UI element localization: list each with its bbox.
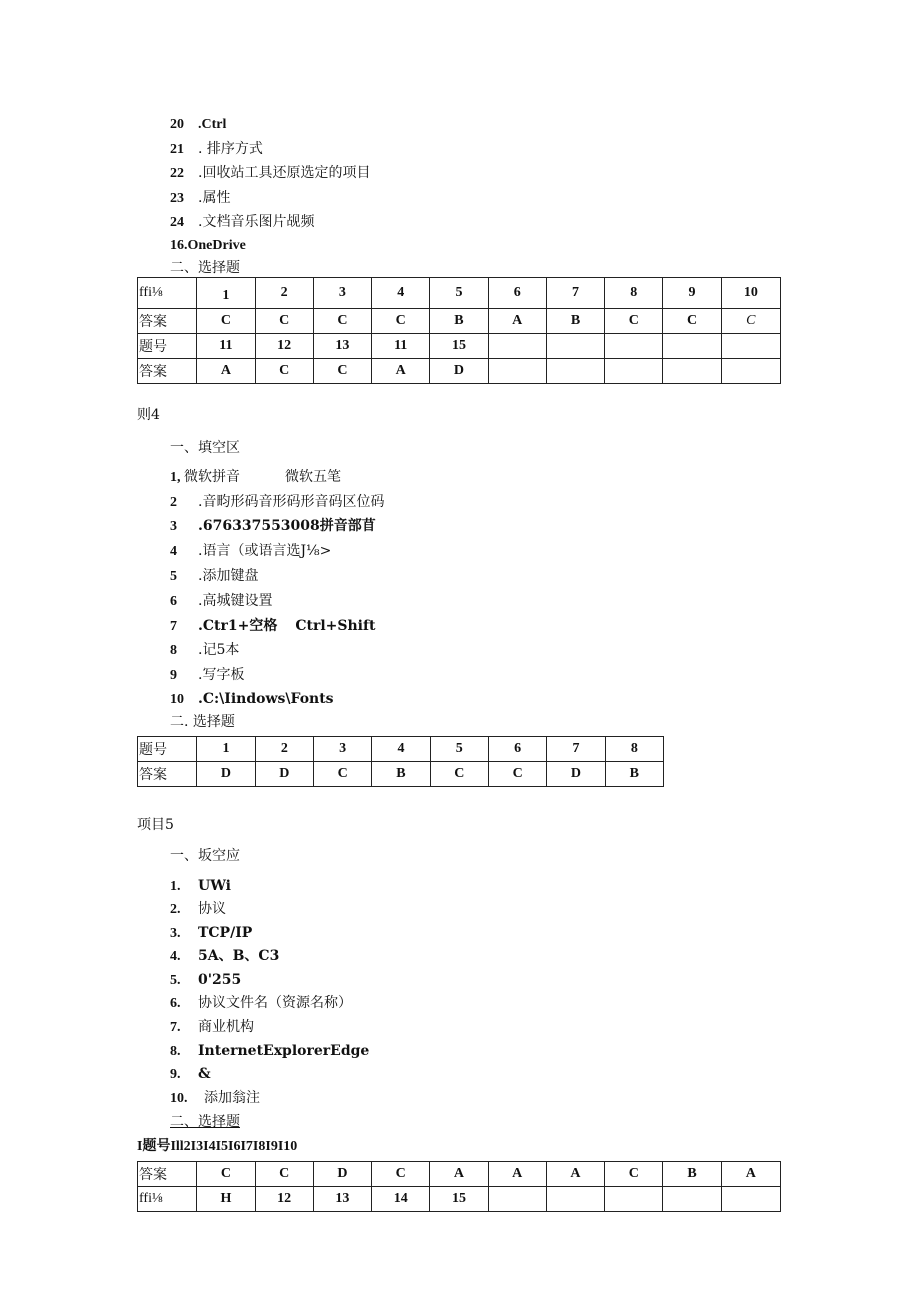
table-cell: 14 (372, 1187, 430, 1212)
table-cell: 7 (547, 737, 605, 762)
table-cell: B (430, 309, 488, 334)
item-text: .音畇形码音形码形音码区位码 (198, 494, 385, 510)
item-number: 5 (170, 569, 177, 584)
table-cell: C (197, 1162, 255, 1187)
table-row (138, 309, 781, 334)
tail-item-24 (170, 213, 314, 232)
item-number: 1. (170, 879, 181, 894)
ze4-item-5 (170, 567, 258, 586)
s5-item-3 (170, 924, 252, 943)
item-text: .写字板 (198, 667, 245, 683)
item-text: .添加键盘 (198, 568, 259, 584)
s5-item-2 (170, 900, 226, 919)
table-cell: C (313, 762, 371, 787)
item-text: 添加翁注 (204, 1090, 260, 1106)
table-cell: A (488, 1162, 546, 1187)
item-text: 协议文件名（资源名称） (198, 995, 352, 1011)
s5-item-9 (170, 1065, 211, 1084)
table-cell: 7 (546, 278, 604, 309)
item-text: .Ctrl (198, 117, 227, 132)
item-text: . 排序方式 (198, 141, 263, 157)
table-cell: 2 (255, 278, 313, 309)
item-number: 7. (170, 1020, 181, 1035)
ze4-item-7 (170, 617, 375, 636)
table-cell: 1 (197, 278, 255, 309)
table-cell: 13 (313, 334, 371, 359)
item-text: UWi (198, 878, 232, 894)
section-title: 则4 (137, 407, 160, 423)
table-cell (663, 334, 721, 359)
fill-heading: 一、填空区 (170, 440, 240, 456)
table-row (138, 737, 664, 762)
table-cell: C (721, 309, 780, 334)
item-number: 22 (170, 166, 184, 181)
table-cell (546, 1187, 604, 1212)
row-label: 题号 (138, 737, 197, 762)
tail-item-22 (170, 164, 370, 183)
item-number: 4 (170, 544, 177, 559)
ze4-item-4 (170, 542, 331, 561)
item-text: .回收站工具还原选定的项目 (198, 165, 371, 181)
table-cell: D (197, 762, 255, 787)
item-number: 4. (170, 949, 181, 964)
table-cell (488, 334, 546, 359)
row-label: ffi⅛ (138, 278, 197, 309)
table-row (138, 762, 664, 787)
choice-heading: 二. 选择题 (170, 714, 235, 730)
tail-answer-table (137, 277, 781, 384)
choice-heading: 二、选择题 (170, 1114, 240, 1130)
table-cell: D (313, 1162, 371, 1187)
item-text: & (198, 1066, 211, 1082)
s5-item-10 (170, 1089, 260, 1108)
table-cell: D (547, 762, 605, 787)
s5-answer-table (137, 1161, 781, 1212)
item-text: 0'255 (198, 972, 242, 988)
tail-item-23 (170, 189, 230, 208)
item-number: 10 (170, 692, 184, 707)
table-row (138, 359, 781, 384)
item-text: .C:\Iindows\Fonts (198, 691, 334, 707)
item-text: 16.OneDrive (170, 238, 246, 253)
table-cell: B (663, 1162, 721, 1187)
s5-item-7 (170, 1018, 254, 1037)
ze4-item-3 (170, 517, 376, 536)
table-cell: C (605, 309, 663, 334)
tail-item-20 (170, 116, 226, 134)
table-cell: 12 (255, 334, 313, 359)
item-text: 协议 (198, 901, 226, 917)
table-cell: 5 (430, 278, 488, 309)
table-cell: 4 (372, 737, 430, 762)
item-extra: 微软五笔 (285, 469, 341, 485)
item-number: 20 (170, 117, 184, 132)
table-cell: 13 (313, 1187, 371, 1212)
table-cell: C (255, 359, 313, 384)
item-text: InternetExplorerEdge (198, 1043, 370, 1059)
item-number: 3 (170, 519, 177, 534)
table-cell: C (197, 309, 255, 334)
item-number: 3. (170, 926, 181, 941)
item-text: TCP/IP (198, 925, 253, 941)
s5-item-5 (170, 971, 241, 990)
row-label: 答案 (138, 762, 197, 787)
s5-item-6 (170, 994, 352, 1013)
ze4-item-6 (170, 592, 272, 611)
item-text: .676337553008拼音部苜 (198, 518, 376, 534)
table-cell: 12 (255, 1187, 313, 1212)
table-row (138, 278, 781, 309)
item-number: 9 (170, 668, 177, 683)
item-number: 10. (170, 1091, 188, 1106)
table-cell: 3 (313, 737, 371, 762)
table-cell: C (255, 1162, 313, 1187)
table-cell: B (546, 309, 604, 334)
table-cell (663, 1187, 721, 1212)
table-cell: B (605, 762, 663, 787)
choice-header-line: I题号Ill2I3I4I5I6I7I8I9I10 (137, 1139, 298, 1154)
item-number: 23 (170, 191, 184, 206)
item-number: 8 (170, 643, 177, 658)
table-cell: H (197, 1187, 255, 1212)
item-number: 2 (170, 495, 177, 510)
ze4-item-2 (170, 493, 384, 512)
section-title: 项目5 (137, 817, 174, 833)
table-cell: C (313, 309, 371, 334)
table-cell: 8 (605, 278, 663, 309)
table-cell: C (255, 309, 313, 334)
row-label: 答案 (138, 309, 197, 334)
item-number: 9. (170, 1067, 181, 1082)
table-cell (546, 334, 604, 359)
table-cell (721, 334, 780, 359)
table-cell (546, 359, 604, 384)
table-cell: A (488, 309, 546, 334)
table-cell: 15 (430, 1187, 488, 1212)
table-cell: 15 (430, 334, 488, 359)
table-cell (605, 334, 663, 359)
table-cell: 1 (197, 737, 255, 762)
table-cell: 6 (488, 737, 546, 762)
s5-item-1 (170, 877, 231, 896)
table-cell (488, 359, 546, 384)
table-cell: A (197, 359, 255, 384)
ze4-answer-table (137, 736, 664, 787)
item-text: 5A、B、C3 (198, 948, 280, 964)
tail-item-onedrive (170, 237, 246, 255)
table-cell: C (372, 309, 430, 334)
item-text: .语言（或语言选J⅛> (198, 543, 332, 559)
table-cell: 11 (372, 334, 430, 359)
table-cell: A (372, 359, 430, 384)
tail-item-21 (170, 140, 263, 159)
s5-item-4 (170, 947, 279, 966)
table-cell: C (372, 1162, 430, 1187)
table-cell (488, 1187, 546, 1212)
row-label: 答案 (138, 1162, 197, 1187)
row-label: 题号 (138, 334, 197, 359)
item-text: .Ctr1+空格 (198, 618, 278, 634)
table-cell (721, 359, 780, 384)
table-cell: D (430, 359, 488, 384)
item-number: 21 (170, 142, 184, 157)
table-cell: A (546, 1162, 604, 1187)
table-cell: D (255, 762, 313, 787)
item-number: 5. (170, 973, 181, 988)
item-text: .记5本 (198, 642, 240, 658)
ze4-item-8 (170, 641, 239, 660)
table-row (138, 334, 781, 359)
item-number: 7 (170, 619, 177, 634)
item-number: 6. (170, 996, 181, 1011)
item-number: 6 (170, 594, 177, 609)
fill-heading: 一、坂空应 (170, 848, 240, 864)
table-cell (605, 359, 663, 384)
item-text: .文档音乐图片觇频 (198, 214, 315, 230)
table-cell: A (721, 1162, 780, 1187)
table-cell: A (430, 1162, 488, 1187)
table-cell: B (372, 762, 430, 787)
row-label: ffi⅛ (138, 1187, 197, 1212)
item-extra: Ctrl+Shift (295, 618, 376, 634)
table-cell (663, 359, 721, 384)
table-cell (721, 1187, 780, 1212)
tail-choice-heading: 二、选择题 (170, 260, 240, 276)
table-cell: C (488, 762, 546, 787)
table-cell: 8 (605, 737, 663, 762)
table-cell: 11 (197, 334, 255, 359)
ze4-item-10 (170, 690, 334, 709)
table-cell: 4 (372, 278, 430, 309)
table-cell: C (605, 1162, 663, 1187)
table-cell: 6 (488, 278, 546, 309)
s5-item-8 (170, 1042, 369, 1061)
table-cell: 9 (663, 278, 721, 309)
table-cell: 10 (721, 278, 780, 309)
item-text: 商业机构 (198, 1019, 254, 1035)
row-label: 答案 (138, 359, 197, 384)
table-cell: 5 (430, 737, 488, 762)
table-cell: C (430, 762, 488, 787)
item-text: 微软拼音 (184, 469, 240, 485)
table-cell (605, 1187, 663, 1212)
item-number: 1, (170, 470, 181, 485)
ze4-item-1 (170, 468, 341, 487)
table-row (138, 1187, 781, 1212)
table-cell: C (663, 309, 721, 334)
item-number: 8. (170, 1044, 181, 1059)
item-text: .高城键设置 (198, 593, 273, 609)
item-number: 24 (170, 215, 184, 230)
item-text: .属性 (198, 190, 231, 206)
ze4-item-9 (170, 666, 244, 685)
table-cell: 2 (255, 737, 313, 762)
table-row (138, 1162, 781, 1187)
item-number: 2. (170, 902, 181, 917)
table-cell: 3 (313, 278, 371, 309)
table-cell: C (313, 359, 371, 384)
